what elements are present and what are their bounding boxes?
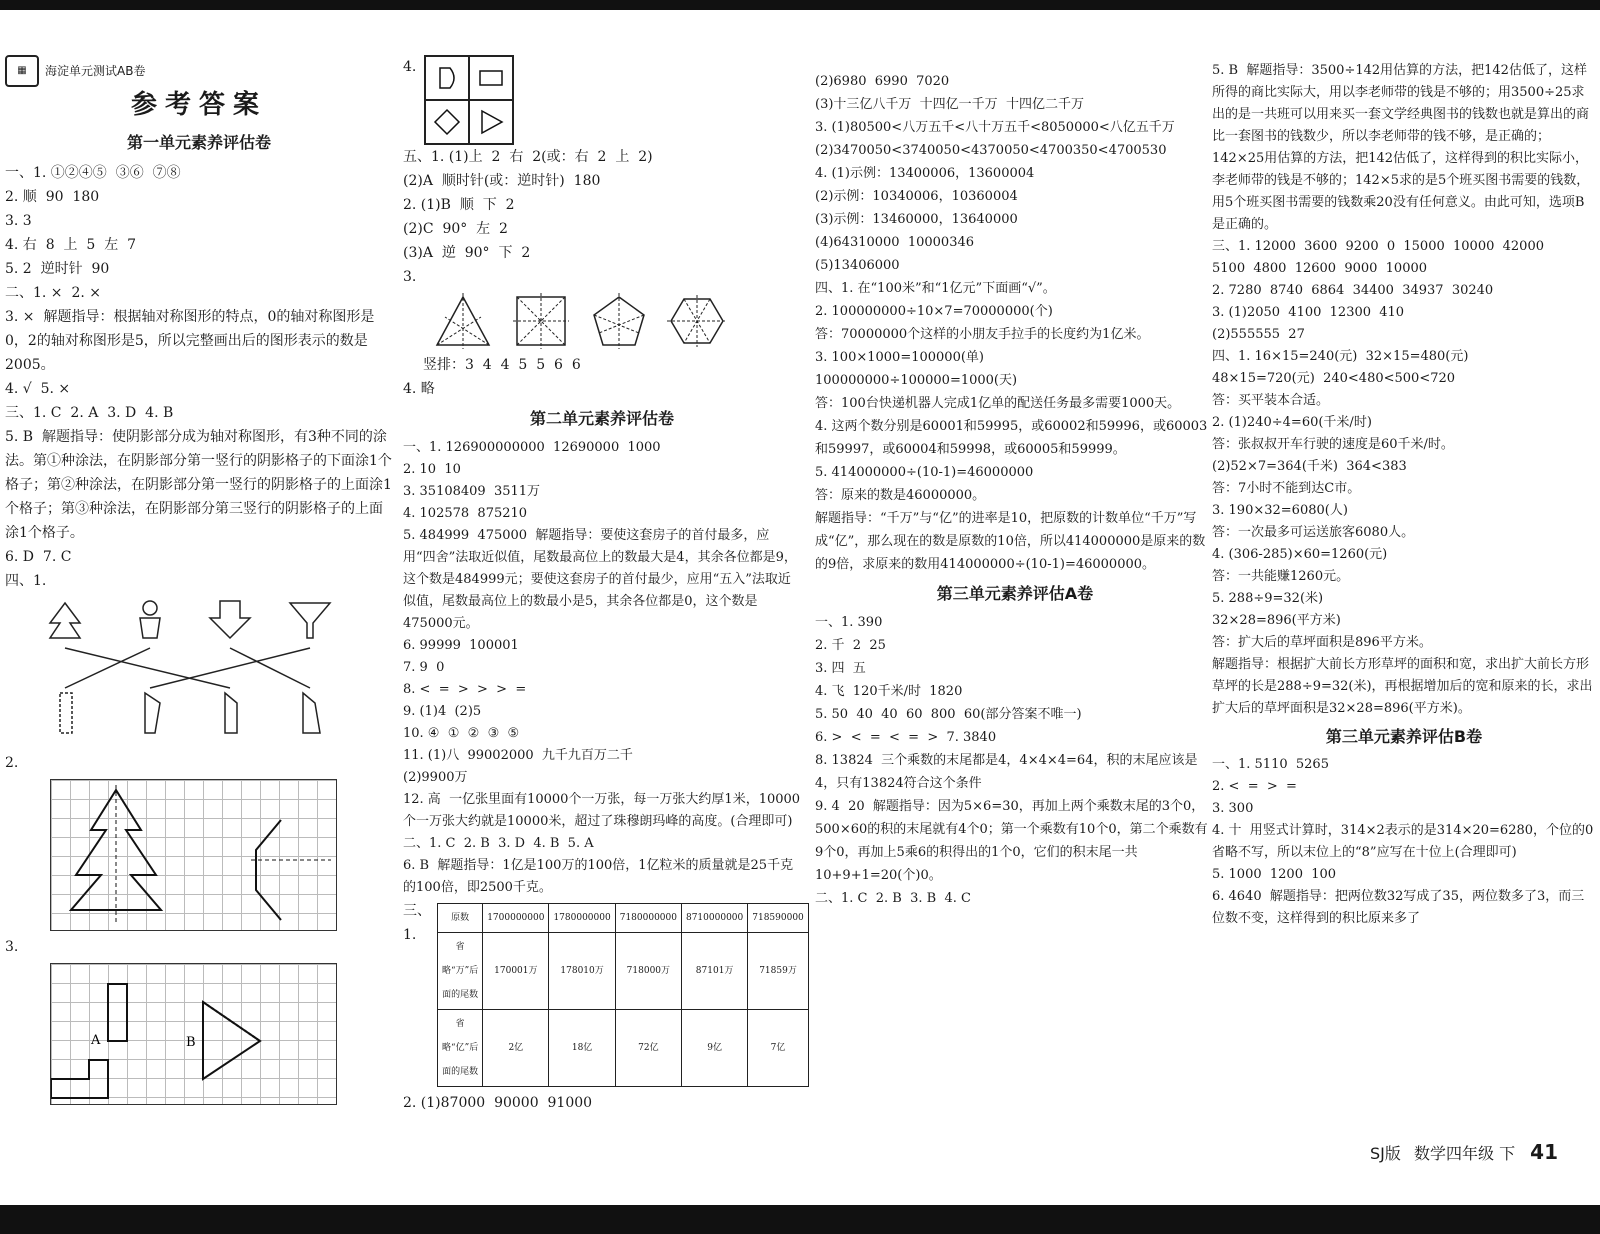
answer-line: (5)13406000 <box>815 258 900 273</box>
brand-name: 海淀单元测试AB卷 <box>45 64 146 78</box>
answer-line: 答：原来的数是46000000。 <box>815 488 986 503</box>
answer-line: 二、1. × 2. × <box>5 285 101 301</box>
answer-line: 3. 3 <box>5 213 32 229</box>
book-logo-icon: ▦ <box>5 55 39 87</box>
answer-line: 一、1. 5110 5265 <box>1212 757 1329 772</box>
answer-line: 4. 102578 875210 <box>403 506 528 521</box>
answer-line: 4. 这两个数分别是60001和59995，或60002和59996，或60003和59997，或60004和59998，或60005和59999。 <box>815 419 1208 457</box>
square-diamond-shape <box>425 100 469 144</box>
answer-line: 4. 右 8 上 5 左 7 <box>5 237 137 253</box>
answer-line: 2. 7280 8740 6864 34400 34937 30240 <box>1212 283 1494 298</box>
answer-line: 5. 1000 1200 100 <box>1212 867 1337 882</box>
matching-figure <box>45 593 365 743</box>
table-cell: 1780000000 <box>549 904 615 933</box>
answer-line: (3)A 逆 90° 下 2 <box>403 245 531 261</box>
grid-figure-2 <box>50 779 337 931</box>
answer-line: 三、1. 12000 3600 9200 0 15000 10000 42000 <box>1212 239 1544 254</box>
answer-line: 5. B 解题指导：使阴影部分成为轴对称图形，有3种不同的涂法。第①种涂法，在阴影部分第一竖行的阴影格子的下面涂1个格子；第②种涂法，在阴影部分第一竖行的阴影格子的上面涂1个格子；第③种涂法，在阴影部分第三竖行的阴影格子的上面涂1个格子。 <box>5 429 392 541</box>
edition-label: SJ版 <box>1370 1144 1401 1163</box>
answer-line: 5. 2 逆时针 90 <box>5 261 110 277</box>
answer-line: 5. 414000000÷(10-1)=46000000 <box>815 465 1034 480</box>
answer-line: 32×28=896(平方米) <box>1212 613 1341 628</box>
answer-line: 2. 100000000÷10×7=70000000(个) <box>815 304 1053 319</box>
answer-list-section5 <box>403 145 801 289</box>
answer-line: 3. 四 五 <box>815 661 866 676</box>
triangle-axes-shape <box>433 293 493 349</box>
column-3 <box>815 70 1215 910</box>
answer-line: 5. 288÷9=32(米) <box>1212 591 1324 606</box>
answer-line: 一、1. 126900000000 12690000 1000 <box>403 440 661 455</box>
symmetry-shapes-row <box>433 293 801 349</box>
answer-line: 4. 十 用竖式计算时，314×2表示的是314×20=6280，个位的0省略不写，所以末位上的“8”应写在十位上(合理即可) <box>1212 823 1594 860</box>
table-cell: 8710000000 <box>681 904 747 933</box>
answer-line: (2)6980 6990 7020 <box>815 74 950 89</box>
rotation-drawing <box>51 964 336 1104</box>
figure-label-2: 2. <box>5 755 19 771</box>
square-rect-shape <box>469 56 513 100</box>
table-row <box>438 904 809 933</box>
top-border <box>0 0 1600 10</box>
table-cell: 2亿 <box>483 1010 549 1087</box>
table-cell: 省略“万”后面的尾数 <box>438 933 483 1010</box>
answer-line: 100000000÷100000=1000(天) <box>815 373 1018 388</box>
rounding-table <box>437 903 809 1087</box>
answer-line: 5. B 解题指导：3500÷142用估算的方法，把142估低了，这样所得的商比实际大，用以李老师带的钱是不够的；用3500÷25求出的是一共班可以用来买一套文学经典图书的钱数也就是算出的商比一套图书的钱数少，所以李老师带的钱不够，是正确的；142×25用估算的方法，把142估低了，这样得到的积比实际小，李老师带的钱是不够的；142×5求的是5个班买图书需要的钱数，用5个班买图书需要的钱数乘20没有任何意义。由此可知，选项B是正确的。 <box>1212 63 1590 232</box>
answer-line: 3. 190×32=6080(人) <box>1212 503 1348 518</box>
figure-label-4: 4. <box>403 59 417 75</box>
hexagon-axes-shape <box>667 293 727 349</box>
answer-line: 答：一次最多可运送旅客6080人。 <box>1212 525 1415 540</box>
answer-line: 8. 13824 三个乘数的末尾都是4，4×4×4=64，积的末尾应该是4，只有13824符合这个条件 <box>815 753 1198 791</box>
answer-line: (3)示例：13460000，13640000 <box>815 212 1018 227</box>
point-b-label: B <box>186 1035 196 1050</box>
answer-line: 3. (1)2050 4100 12300 410 <box>1212 305 1405 320</box>
answer-line: (3)十三亿八千万 十四亿一千万 十四亿二千万 <box>815 97 1084 112</box>
answer-line: 3. (1)80500<八万五千<八十万五千<8050000<八亿五千万 <box>815 120 1175 135</box>
table-row <box>438 1010 809 1087</box>
answer-line: (2)555555 27 <box>1212 327 1305 342</box>
bottom-border <box>0 1205 1600 1234</box>
answer-line: 2. < = > = <box>1212 779 1297 794</box>
subject-label: 数学四年级 下 <box>1413 1144 1516 1163</box>
section-heading-unit3a: 第三单元素养评估A卷 <box>936 584 1094 603</box>
section-heading-unit3b: 第三单元素养评估B卷 <box>1325 727 1483 746</box>
answer-line: 2. 千 2 25 <box>815 638 886 653</box>
answer-line: 4. √ 5. × <box>5 381 71 397</box>
answer-line: 答：扩大后的草坪面积是896平方米。 <box>1212 635 1432 650</box>
answer-line: 答：70000000个这样的小朋友手拉手的长度约为1亿米。 <box>815 327 1150 342</box>
table-cell: 省略“亿”后面的尾数 <box>438 1010 483 1087</box>
table-cell: 原数 <box>438 904 483 933</box>
answer-line: 9. 4 20 解题指导：因为5×6=30，再加上两个乘数末尾的3个0，500×60的积的末尾就有4个0；第一个乘数有10个0，第二个乘数有9个0，再加上5乘6的积得出的1个0，它们的积末尾一共10+9+1=20(个)0。 <box>815 799 1208 883</box>
answer-line: 4. (306-285)×60=1260(元) <box>1212 547 1388 562</box>
table-cell: 7亿 <box>748 1010 809 1087</box>
section-heading-unit2: 第二单元素养评估卷 <box>529 409 674 428</box>
answer-line: (4)64310000 10000346 <box>815 235 975 250</box>
table-cell: 9亿 <box>681 1010 747 1087</box>
answer-line: 四、1. 在“100米”和“1亿元”下面画“√”。 <box>815 281 1056 296</box>
answer-line: 答：7小时不能到达C市。 <box>1212 481 1361 496</box>
answer-line: 3. 35108409 3511万 <box>403 484 541 499</box>
answer-line: 4. 略 <box>403 381 435 397</box>
answer-line: 3. <box>403 269 417 285</box>
answer-line: 2. (1)240÷4=60(千米/时) <box>1212 415 1372 430</box>
square-d-shape <box>425 56 469 100</box>
answer-line: 5. 484999 475000 解题指导：要使这套房子的首付最多，应用“四舍”法取近似值，尾数最高位上的数最大是4，其余各位都是9，这个数是484999元；要使这套房子的首付最少，应用“五入”法取近似值，尾数最高位上的数最小是5，其余各位都是0，这个数是475000元。 <box>403 528 797 631</box>
answer-line: 6. 4640 解题指导：把两位数32写成了35，两位数多了3，而三位数不变，这样得到的积比原来多了 <box>1212 889 1585 926</box>
answer-line: 答：张叔叔开车行驶的速度是60千米/时。 <box>1212 437 1454 452</box>
pentagon-axes-shape <box>589 293 649 349</box>
square-axes-shape <box>511 293 571 349</box>
answer-list-unit2 <box>403 437 801 899</box>
answer-line: 6. B 解题指导：1亿是100万的100倍，1亿粒米的质量就是25千克的100倍，即2500千克。 <box>403 858 794 895</box>
answer-line: 5. 50 40 40 60 800 60(部分答案不唯一) <box>815 707 1082 722</box>
answer-line: (2)C 90° 左 2 <box>403 221 508 237</box>
grid-figure-3 <box>50 963 337 1105</box>
table-cell: 18亿 <box>549 1010 615 1087</box>
answer-line: 2. 顺 90 180 <box>5 189 100 205</box>
answer-line: 6. 99999 100001 <box>403 638 519 653</box>
answer-line: 解题指导：根据扩大前长方形草坪的面积和宽，求出扩大前长方形草坪的长是288÷9=32(米)，再根据增加后的宽和原来的长，求出扩大后的草坪面积是32×28=896(平方米)。 <box>1212 657 1593 716</box>
answer-line: 答：一共能赚1260元。 <box>1212 569 1350 584</box>
answer-line: (2)示例：10340006，10360004 <box>815 189 1018 204</box>
table-cell: 87101万 <box>681 933 747 1010</box>
answer-line: 四、1. <box>5 573 47 589</box>
column-1 <box>5 55 393 1109</box>
table-cell: 718590000 <box>748 904 809 933</box>
answer-line: 三、1. C 2. A 3. D 4. B <box>5 405 174 421</box>
answer-line: 2. 10 10 <box>403 462 461 477</box>
table-cell: 72亿 <box>615 1010 681 1087</box>
answer-line: 11. (1)八 99002000 九千九百万二千 <box>403 748 633 763</box>
answer-line: 6. D 7. C <box>5 549 72 565</box>
page-title: 参考答案 <box>130 90 267 120</box>
answer-line: 48×15=720(元) 240<480<500<720 <box>1212 371 1456 386</box>
answer-line: 9. (1)4 (2)5 <box>403 704 482 719</box>
figure-label-3: 3. <box>5 939 19 955</box>
point-a-label: A <box>91 1033 101 1048</box>
brand-header <box>5 55 393 87</box>
page-number: 41 <box>1530 1140 1559 1164</box>
answer-line: 2. (1)87000 90000 91000 <box>403 1095 593 1111</box>
answer-line: (2)3470050<3740050<4370050<4700350<4700530 <box>815 143 1167 158</box>
table-cell: 7180000000 <box>615 904 681 933</box>
answer-line: (2)A 顺时针(或：逆时针) 180 <box>403 173 601 189</box>
table-row <box>438 933 809 1010</box>
answer-line: 解题指导：“千万”与“亿”的进率是10，把原数的计数单位“千万”写成“亿”，那么现在的数是原数的10倍，所以414000000是原来的数的9倍，求原来的数用414000000÷(10-1)=46000000。 <box>815 511 1206 572</box>
table-cell: 718000万 <box>615 933 681 1010</box>
answer-line: 10. ④ ① ② ③ ⑤ <box>403 726 520 741</box>
table-cell: 178010万 <box>549 933 615 1010</box>
answer-line: 7. 9 0 <box>403 660 445 675</box>
answer-line: 2. (1)B 顺 下 2 <box>403 197 515 213</box>
answer-line: 3. 100×1000=100000(单) <box>815 350 984 365</box>
answer-list-unit3a <box>815 611 1215 910</box>
answer-line: 二、1. C 2. B 3. B 4. C <box>815 891 971 906</box>
table-cell: 71859万 <box>748 933 809 1010</box>
answer-list-unit3a-cont <box>1212 60 1596 720</box>
answer-line: 5100 4800 12600 9000 10000 <box>1212 261 1428 276</box>
column-2 <box>403 55 804 1115</box>
square-triangle-shape <box>469 100 513 144</box>
table-cell: 1700000000 <box>483 904 549 933</box>
answer-line: (2)52×7=364(千米) 364<383 <box>1212 459 1407 474</box>
answer-line: 12. 高 一亿张里面有10000个一万张，每一万张大约厚1米，10000个一万张大约就是10000米，超过了珠穆朗玛峰的高度。(合理即可) <box>403 792 801 829</box>
answer-list-unit2-cont <box>815 70 1215 576</box>
symmetry-squares <box>424 55 514 145</box>
axis-count-line: 竖排：3 4 4 5 5 6 6 <box>423 357 581 373</box>
answer-line: (2)9900万 <box>403 770 468 785</box>
column-4 <box>1212 60 1596 930</box>
answer-line: 8. < = > > > = <box>403 682 527 697</box>
answer-line: 4. 飞 120千米/时 1820 <box>815 684 963 699</box>
answer-line: 一、1. ①②④⑤ ③⑥ ⑦⑧ <box>5 165 181 181</box>
answer-line: 一、1. 390 <box>815 615 883 630</box>
table-question-label: 三、1. <box>403 903 431 943</box>
answer-line: 答：100台快递机器人完成1亿单的配送任务最多需要1000天。 <box>815 396 1181 411</box>
answer-line: 二、1. C 2. B 3. D 4. B 5. A <box>403 836 594 851</box>
answer-line: 6. > < = < = > 7. 3840 <box>815 730 997 745</box>
answer-line: 四、1. 16×15=240(元) 32×15=480(元) <box>1212 349 1469 364</box>
answer-line: 4. (1)示例：13400006，13600004 <box>815 166 1035 181</box>
tree-drawing <box>51 780 336 930</box>
answer-line: 3. 300 <box>1212 801 1254 816</box>
answer-list-unit1 <box>5 161 393 593</box>
table-cell: 170001万 <box>483 933 549 1010</box>
answer-line: 答：买平装本合适。 <box>1212 393 1330 408</box>
answer-list-unit3b <box>1212 754 1596 930</box>
page-footer <box>1370 1140 1558 1164</box>
answer-line: 3. × 解题指导：根据轴对称图形的特点，0的轴对称图形是0，2的轴对称图形是5，所以完整画出后的图形表示的数是2005。 <box>5 309 375 373</box>
section-heading-unit1: 第一单元素养评估卷 <box>126 133 271 152</box>
answer-line: 五、1. (1)上 2 右 2(或：右 2 上 2) <box>403 149 653 165</box>
